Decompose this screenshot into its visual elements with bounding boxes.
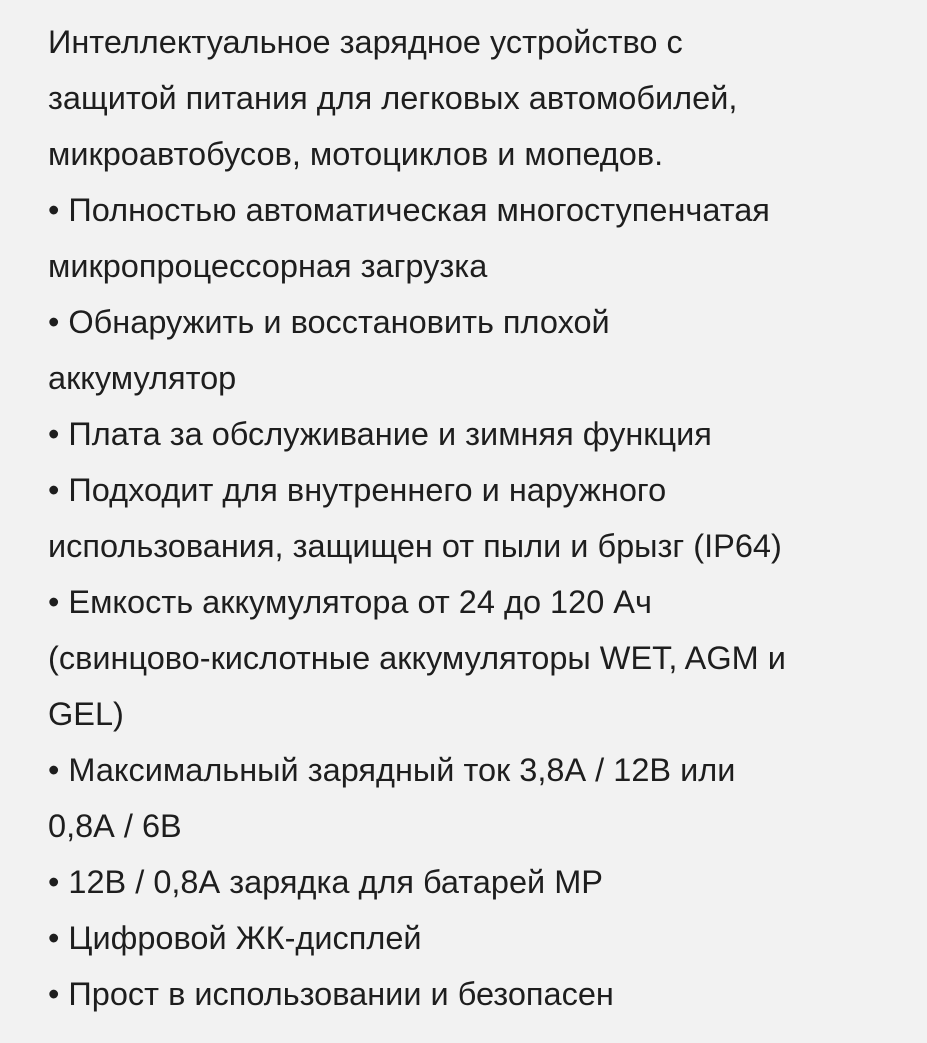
- description-line: микроавтобусов, мотоциклов и мопедов.: [48, 136, 664, 172]
- description-line: микропроцессорная загрузка: [48, 248, 488, 284]
- description-line: защитой питания для легковых автомобилей,: [48, 80, 738, 116]
- description-line: (свинцово-кислотные аккумуляторы WET, AGM и: [48, 640, 786, 676]
- bullet-line: • Подходит для внутреннего и наружного: [48, 472, 667, 508]
- bullet-line: • 12В / 0,8А зарядка для батарей МР: [48, 864, 603, 900]
- bullet-line: • Полностью автоматическая многоступенчатая: [48, 192, 770, 228]
- bullet-line: • Прост в использовании и безопасен: [48, 976, 614, 1012]
- bullet-line: • Цифровой ЖК-дисплей: [48, 920, 422, 956]
- product-description: [48, 14, 908, 1022]
- description-line: GEL): [48, 696, 124, 732]
- description-line: аккумулятор: [48, 360, 237, 396]
- description-line: 0,8А / 6В: [48, 808, 182, 844]
- description-line: Интеллектуальное зарядное устройство с: [48, 24, 683, 60]
- bullet-line: • Плата за обслуживание и зимняя функция: [48, 416, 712, 452]
- bullet-line: • Максимальный зарядный ток 3,8А / 12В или: [48, 752, 736, 788]
- bullet-line: • Обнаружить и восстановить плохой: [48, 304, 610, 340]
- description-line: использования, защищен от пыли и брызг (IP64): [48, 528, 782, 564]
- bullet-line: • Емкость аккумулятора от 24 до 120 Ач: [48, 584, 652, 620]
